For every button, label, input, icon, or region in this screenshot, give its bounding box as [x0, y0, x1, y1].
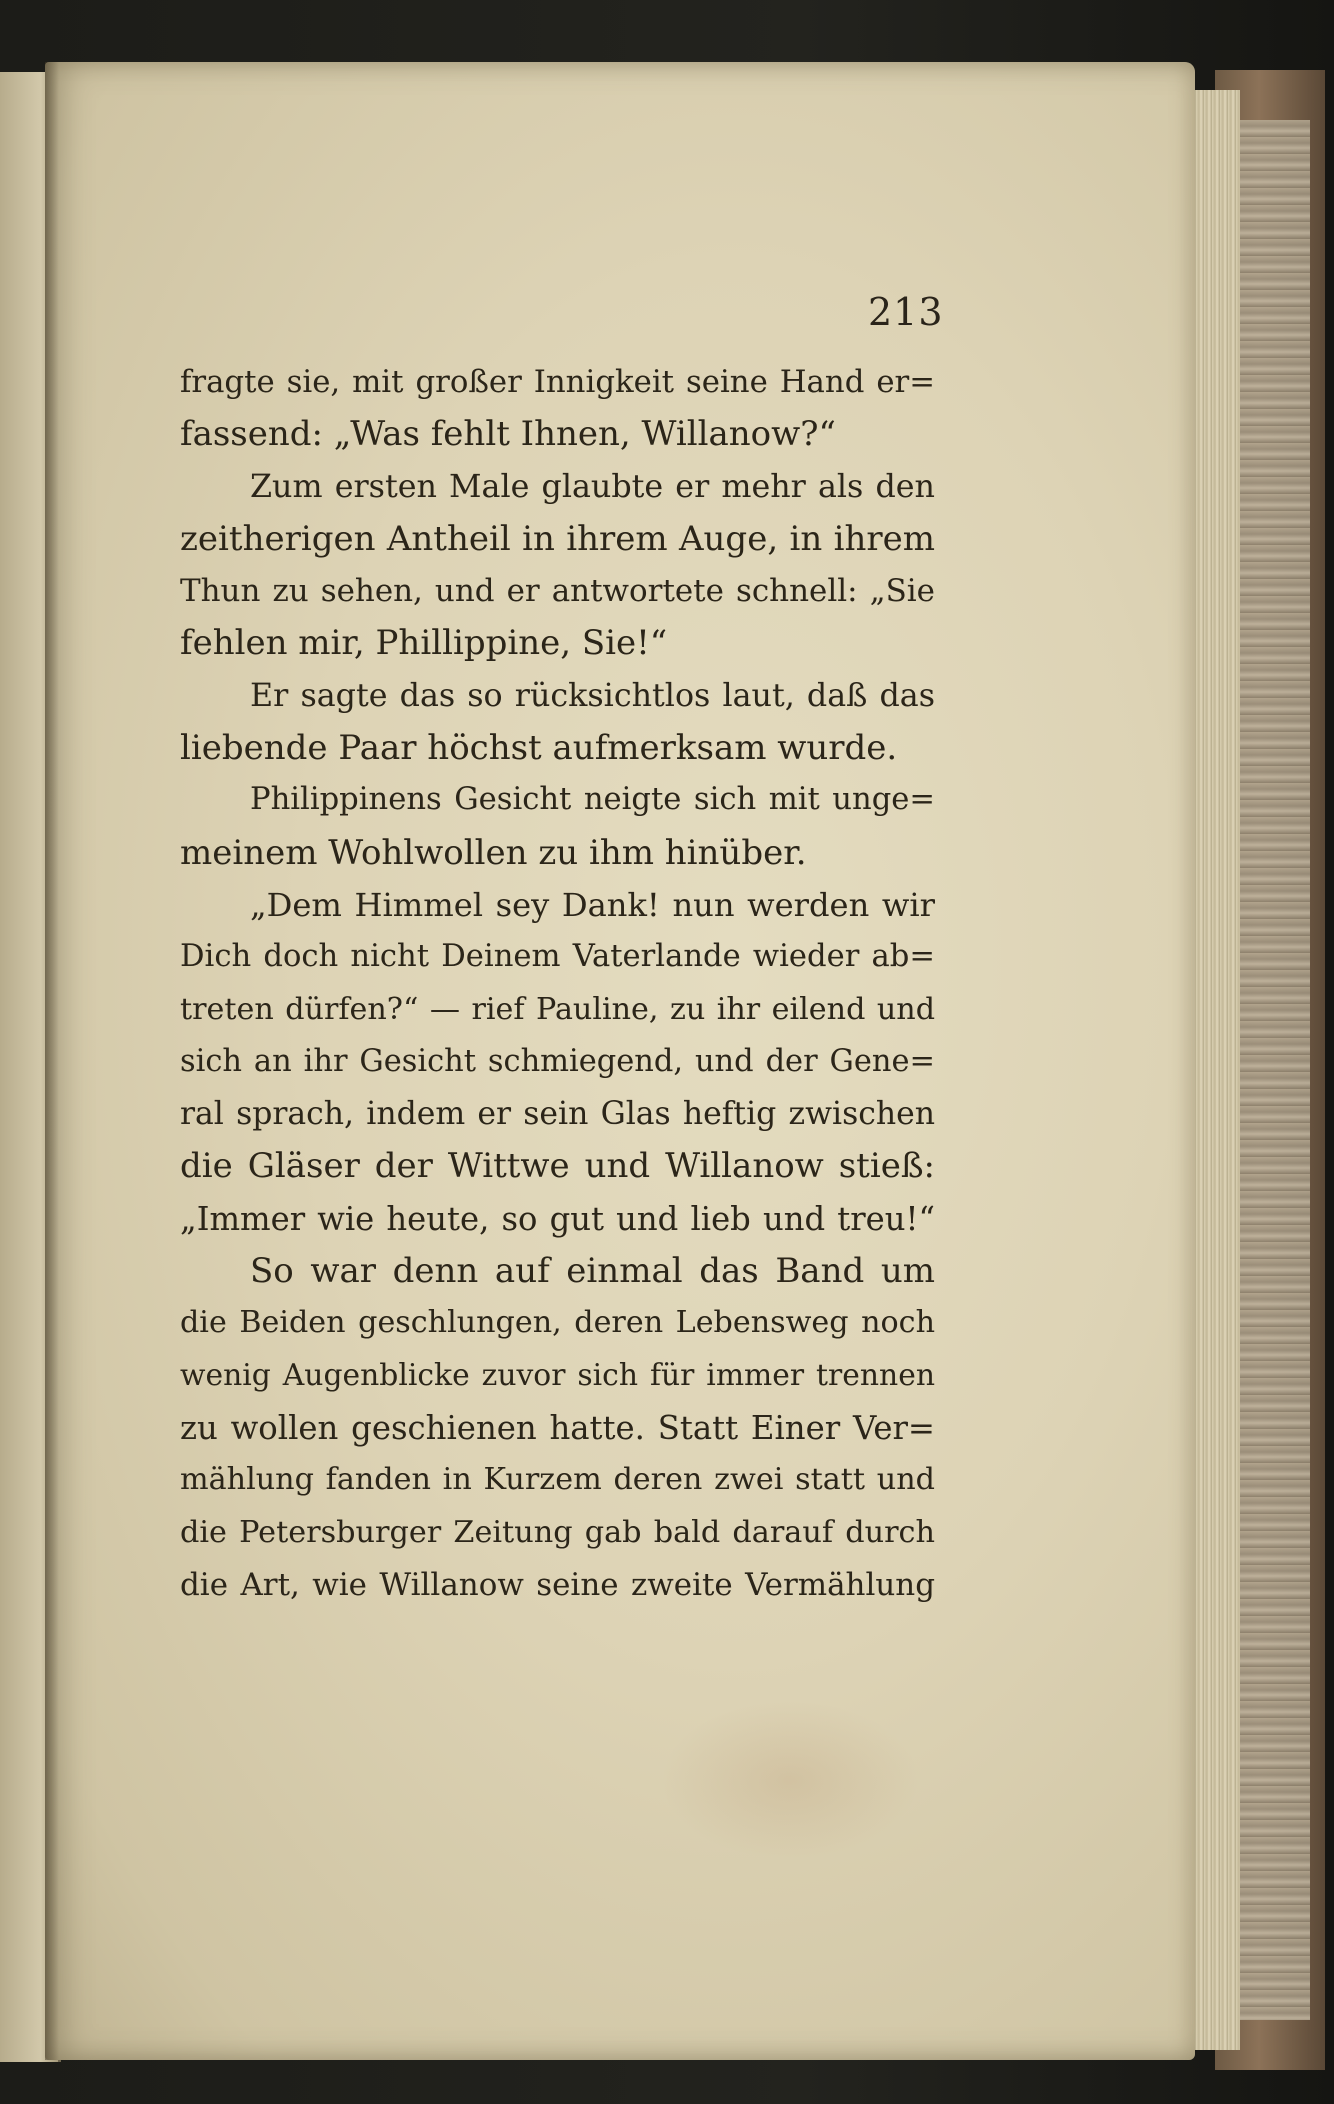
text-line: die Beiden geschlungen, deren Lebensweg noch	[180, 1305, 935, 1341]
text-line: fehlen mir, Phillippine, Sie!“	[180, 623, 668, 664]
text-line: die Gläser der Wittwe und Willanow stieß:	[180, 1146, 935, 1187]
text-line: zeitherigen Antheil in ihrem Auge, in ihrem	[180, 518, 935, 559]
text-line: treten dürfen?“ — rief Pauline, zu ihr eilend und	[180, 991, 935, 1027]
text-line: wenig Augenblicke zuvor sich für immer trennen	[180, 1357, 935, 1393]
text-line: „Dem Himmel sey Dank! nun werden wir	[250, 885, 935, 924]
paper-stain	[660, 1700, 920, 1860]
text-line: meinem Wohlwollen zu ihm hinüber.	[180, 832, 807, 873]
text-line: fassend: „Was fehlt Ihnen, Willanow?“	[180, 414, 836, 455]
text-line: die Petersburger Zeitung gab bald darauf durch	[180, 1514, 935, 1550]
text-line: mählung fanden in Kurzem deren zwei statt und	[180, 1462, 935, 1498]
text-line: Thun zu sehen, und er antwortete schnell: „Sie	[180, 573, 935, 610]
text-line: So war denn auf einmal das Band um	[250, 1251, 935, 1292]
text-line: Er sagte das so rücksichtlos laut, daß das	[250, 677, 935, 714]
text-line: Dich doch nicht Deinem Vaterlande wieder ab=	[180, 939, 935, 975]
body-text	[180, 356, 935, 1611]
text-line: zu wollen geschienen hatte. Statt Einer Ver=	[180, 1408, 935, 1447]
text-line: liebende Paar höchst aufmerksam wurde.	[180, 728, 898, 769]
text-line: die Art, wie Willanow seine zweite Vermählung	[180, 1566, 935, 1603]
page-number: 213	[868, 290, 944, 334]
gutter-shadow	[45, 62, 59, 2060]
text-line: ral sprach, indem er sein Glas heftig zwischen	[180, 1096, 935, 1133]
text-line: sich an ihr Gesicht schmiegend, und der Gene=	[180, 1043, 935, 1079]
text-line: Philippinens Gesicht neigte sich mit unge=	[250, 782, 935, 818]
cover-edge-texture	[1240, 120, 1310, 2020]
text-line: Zum ersten Male glaubte er mehr als den	[250, 468, 935, 505]
text-line: „Immer wie heute, so gut und lieb und treu!“	[180, 1199, 935, 1238]
text-line: fragte sie, mit großer Innigkeit seine Hand er=	[180, 364, 935, 400]
